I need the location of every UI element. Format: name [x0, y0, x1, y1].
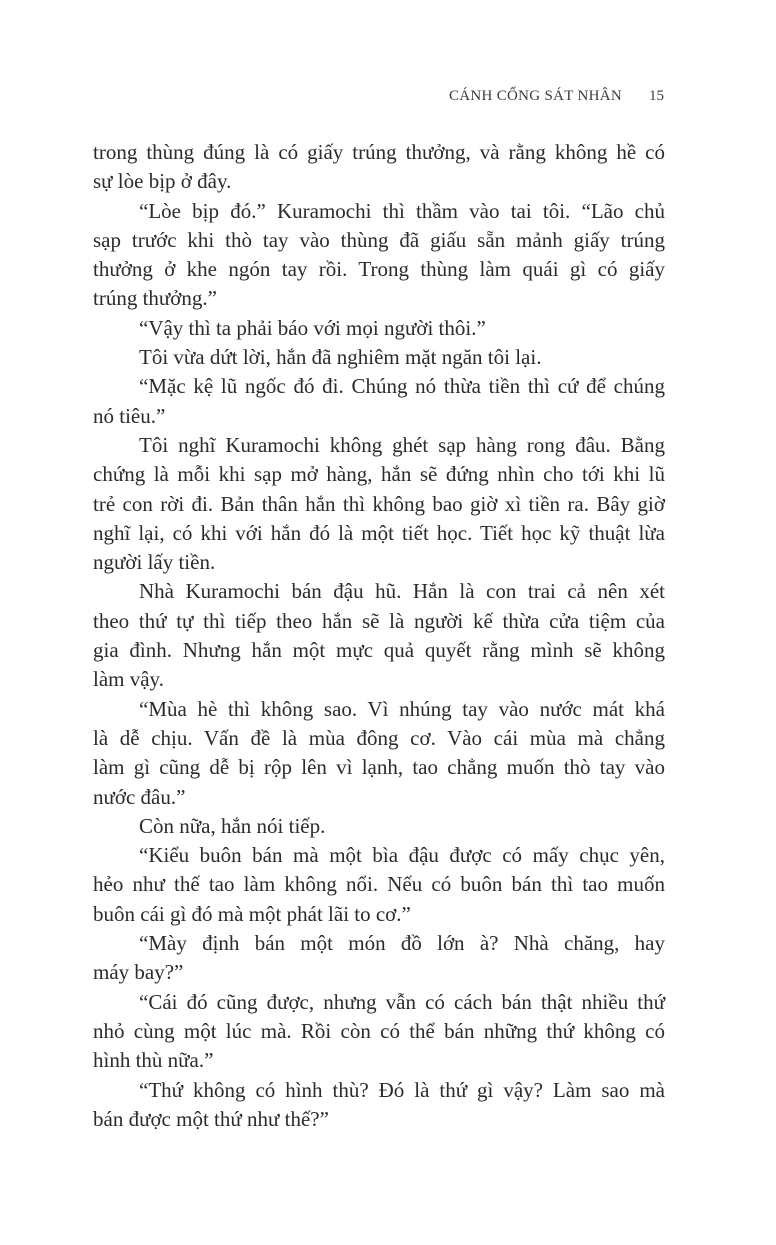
- text-line: trúng thưởng.”: [93, 286, 217, 311]
- text-line: “Thứ không có hình thù? Đó là thứ gì vậy? Làm sao mà: [139, 1077, 665, 1102]
- text-line: “Mùa hè thì không sao. Vì nhúng tay vào nước mát khá: [139, 696, 665, 721]
- text-line: “Cái đó cũng được, nhưng vẫn có cách bán thật nhiều thứ: [139, 989, 665, 1014]
- text-line: “Lòe bịp đó.” Kuramochi thì thầm vào tai tôi. “Lão chủ: [139, 198, 665, 223]
- text-line: theo thứ tự thì tiếp theo hắn sẽ là người kế thừa cửa tiệm của: [93, 608, 665, 633]
- text-line: nhỏ cùng một lúc mà. Rồi còn có thể bán những thứ không có: [93, 1018, 665, 1043]
- text-line: Còn nữa, hắn nói tiếp.: [139, 813, 326, 838]
- text-line: hình thù nữa.”: [93, 1048, 214, 1073]
- text-line: làm vậy.: [93, 667, 164, 692]
- text-line: nghĩ lại, có khi với hắn đó là một tiết học. Tiết học kỹ thuật lừa: [93, 520, 665, 545]
- text-line: chứng là mỗi khi sạp mở hàng, hắn sẽ đứng nhìn cho tới khi lũ: [93, 462, 665, 487]
- running-head-title: CÁNH CỔNG SÁT NHÂN: [448, 88, 622, 104]
- text-line: người lấy tiền.: [93, 550, 216, 575]
- text-line: sạp trước khi thò tay vào thùng đã giấu sẵn mảnh giấy trúng: [93, 227, 665, 252]
- running-head: [0, 88, 776, 110]
- text-line: gia đình. Nhưng hắn một mực quả quyết rằng mình sẽ không: [93, 638, 665, 663]
- body-text: [93, 138, 665, 1134]
- text-line: buôn cái gì đó mà một phát lãi to cơ.”: [93, 901, 411, 926]
- text-line: Nhà Kuramochi bán đậu hũ. Hắn là con trai cả nên xét: [139, 579, 665, 604]
- text-line: máy bay?”: [93, 960, 184, 985]
- text-line: là dễ chịu. Vấn đề là mùa đông cơ. Vào cái mùa mà chẳng: [93, 725, 665, 750]
- text-line: “Mày định bán một món đồ lớn à? Nhà chăng, hay: [139, 931, 665, 956]
- text-line: nước đâu.”: [93, 784, 186, 809]
- text-line: “Kiểu buôn bán mà một bìa đậu được có mấy chục yên,: [139, 843, 665, 868]
- text-line: sự lòe bịp ở đây.: [93, 169, 232, 194]
- text-line: nó tiêu.”: [93, 403, 166, 428]
- page-number: 15: [649, 88, 664, 104]
- text-line: Tôi vừa dứt lời, hắn đã nghiêm mặt ngăn tôi lại.: [139, 345, 542, 370]
- text-line: trẻ con rời đi. Bản thân hắn thì không bao giờ xì tiền ra. Bây giờ: [93, 491, 665, 516]
- text-line: trong thùng đúng là có giấy trúng thưởng, và rằng không hề có: [93, 140, 665, 164]
- text-line: thưởng ở khe ngón tay rồi. Trong thùng làm quái gì có giấy: [93, 257, 665, 282]
- text-line: “Mặc kệ lũ ngốc đó đi. Chúng nó thừa tiền thì cứ để chúng: [139, 374, 665, 399]
- text-line: làm gì cũng dễ bị rộp lên vì lạnh, tao chẳng muốn thò tay vào: [93, 755, 665, 780]
- text-line: hẻo như thế tao làm không nổi. Nếu có buôn bán thì tao muốn: [93, 872, 665, 897]
- text-line: bán được một thứ như thế?”: [93, 1106, 329, 1131]
- text-line: Tôi nghĩ Kuramochi không ghét sạp hàng rong đâu. Bằng: [139, 432, 665, 457]
- text-line: “Vậy thì ta phải báo với mọi người thôi.”: [139, 315, 486, 340]
